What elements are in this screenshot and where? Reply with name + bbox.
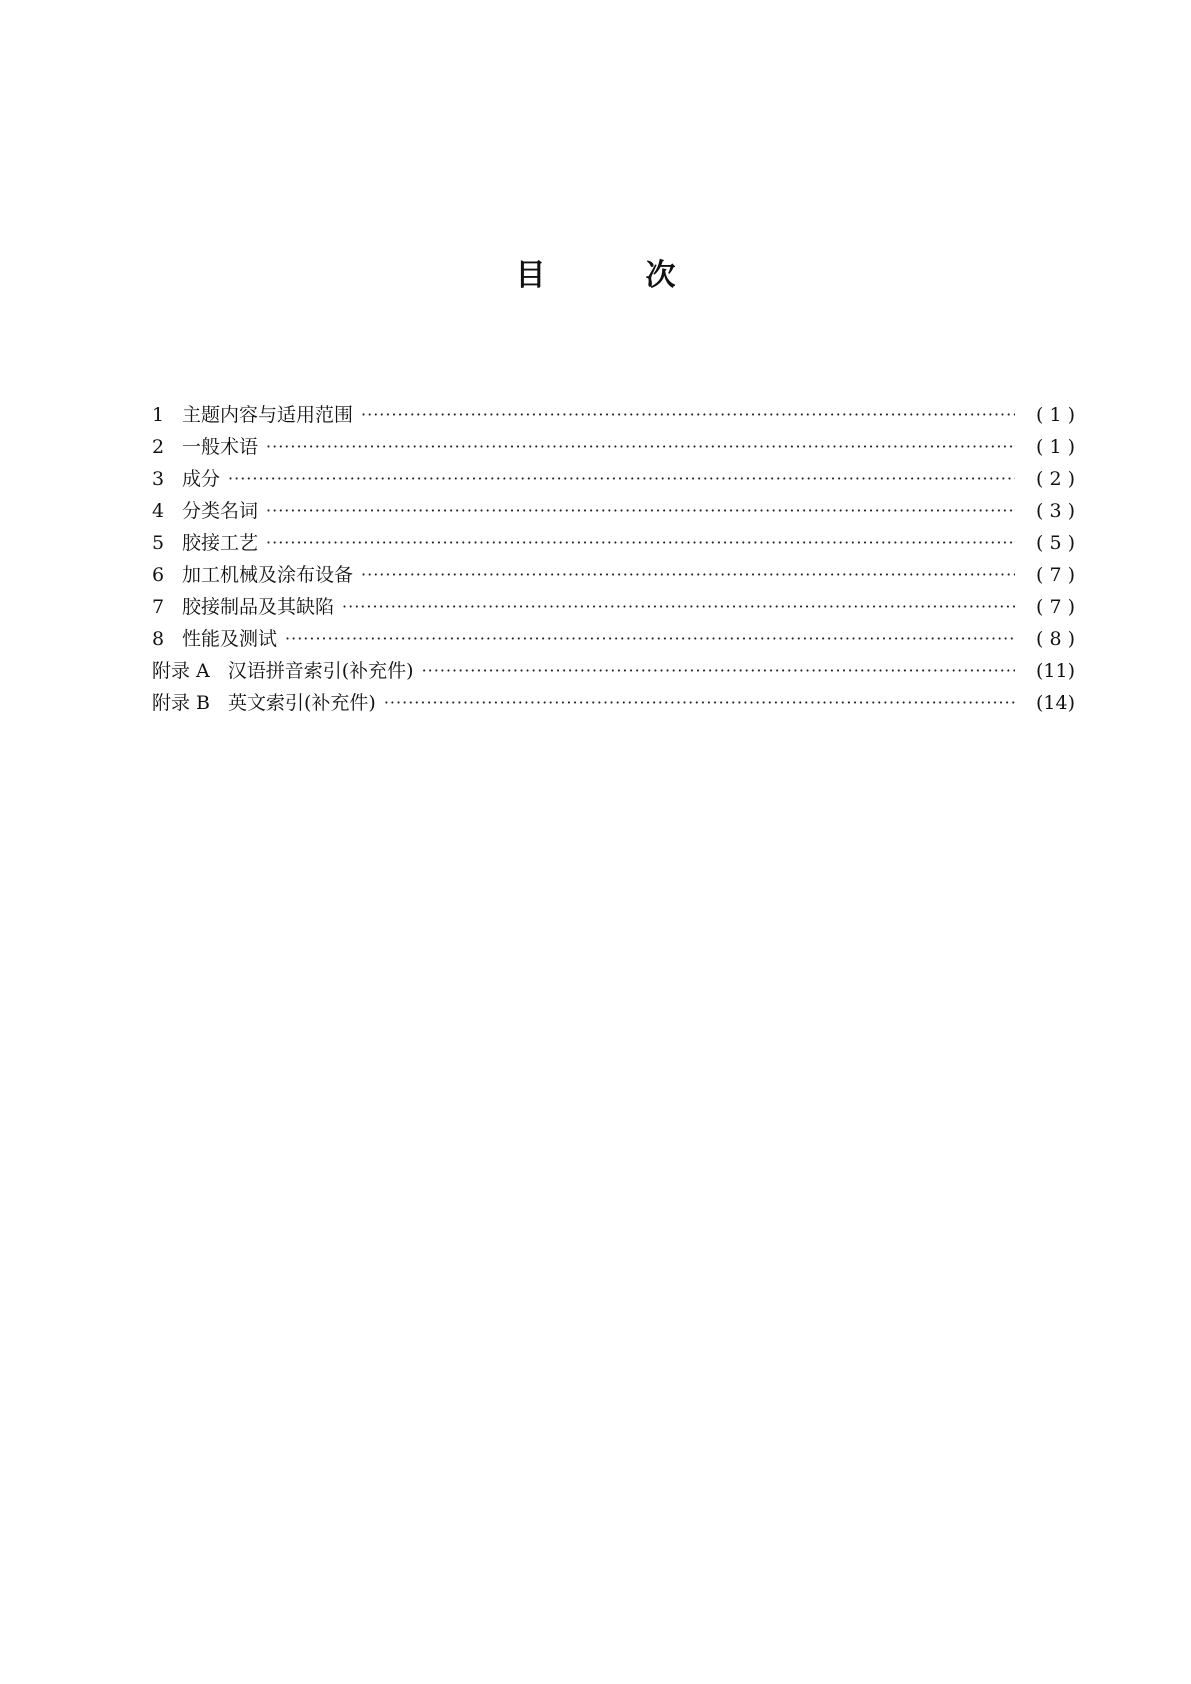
toc-dot-leader bbox=[266, 431, 1015, 463]
toc-number: 附录 A bbox=[152, 660, 210, 682]
toc-dot-leader bbox=[266, 495, 1015, 527]
toc-entry-5[interactable] bbox=[152, 527, 1075, 559]
toc-dot-leader bbox=[285, 623, 1015, 655]
toc-dot-leader bbox=[266, 527, 1015, 559]
toc-label: 胶接工艺 bbox=[182, 532, 259, 554]
toc-entry-3[interactable] bbox=[152, 463, 1075, 495]
toc-dot-leader bbox=[422, 655, 1015, 687]
toc-entry-2[interactable] bbox=[152, 431, 1075, 463]
toc-page: (11) bbox=[1035, 660, 1075, 682]
title-char-2: 次 bbox=[645, 258, 676, 293]
title-char-1: 目 bbox=[515, 258, 546, 293]
toc-page: ( 1 ) bbox=[1036, 436, 1075, 458]
page-title bbox=[0, 256, 1191, 296]
toc-number: 2 bbox=[152, 436, 165, 458]
toc-page: ( 2 ) bbox=[1036, 468, 1075, 490]
toc-page: ( 5 ) bbox=[1036, 532, 1075, 554]
toc-number: 4 bbox=[152, 500, 165, 522]
toc-page: ( 7 ) bbox=[1036, 564, 1075, 586]
toc-number: 1 bbox=[152, 404, 165, 426]
toc-label: 英文索引(补充件) bbox=[228, 692, 376, 714]
toc-label: 主题内容与适用范围 bbox=[182, 404, 354, 426]
toc-number: 7 bbox=[152, 596, 165, 618]
toc-page: ( 3 ) bbox=[1036, 500, 1075, 522]
toc-label: 性能及测试 bbox=[182, 628, 278, 650]
toc-label: 加工机械及涂布设备 bbox=[182, 564, 354, 586]
toc-number: 3 bbox=[152, 468, 165, 490]
toc-entry-appendix-a[interactable] bbox=[152, 655, 1075, 687]
toc-entry-6[interactable] bbox=[152, 559, 1075, 591]
toc-dot-leader bbox=[384, 687, 1015, 719]
toc-entry-7[interactable] bbox=[152, 591, 1075, 623]
toc-dot-leader bbox=[342, 591, 1015, 623]
toc-entry-1[interactable] bbox=[152, 399, 1075, 431]
toc-number: 附录 B bbox=[152, 692, 211, 714]
toc-label: 一般术语 bbox=[182, 436, 259, 458]
toc-page: ( 1 ) bbox=[1036, 404, 1075, 426]
table-of-contents bbox=[152, 399, 1075, 719]
toc-page: ( 8 ) bbox=[1036, 628, 1075, 650]
toc-dot-leader bbox=[228, 463, 1015, 495]
toc-dot-leader bbox=[361, 399, 1015, 431]
toc-label: 汉语拼音索引(补充件) bbox=[227, 660, 414, 682]
toc-number: 5 bbox=[152, 532, 165, 554]
toc-entry-4[interactable] bbox=[152, 495, 1075, 527]
toc-number: 6 bbox=[152, 564, 165, 586]
toc-page: (14) bbox=[1035, 692, 1075, 714]
toc-dot-leader bbox=[361, 559, 1015, 591]
toc-label: 分类名词 bbox=[182, 500, 259, 522]
toc-entry-appendix-b[interactable] bbox=[152, 687, 1075, 719]
toc-page: ( 7 ) bbox=[1036, 596, 1075, 618]
toc-label: 胶接制品及其缺陷 bbox=[182, 596, 335, 618]
toc-label: 成分 bbox=[182, 468, 221, 490]
toc-entry-8[interactable] bbox=[152, 623, 1075, 655]
toc-number: 8 bbox=[152, 628, 165, 650]
